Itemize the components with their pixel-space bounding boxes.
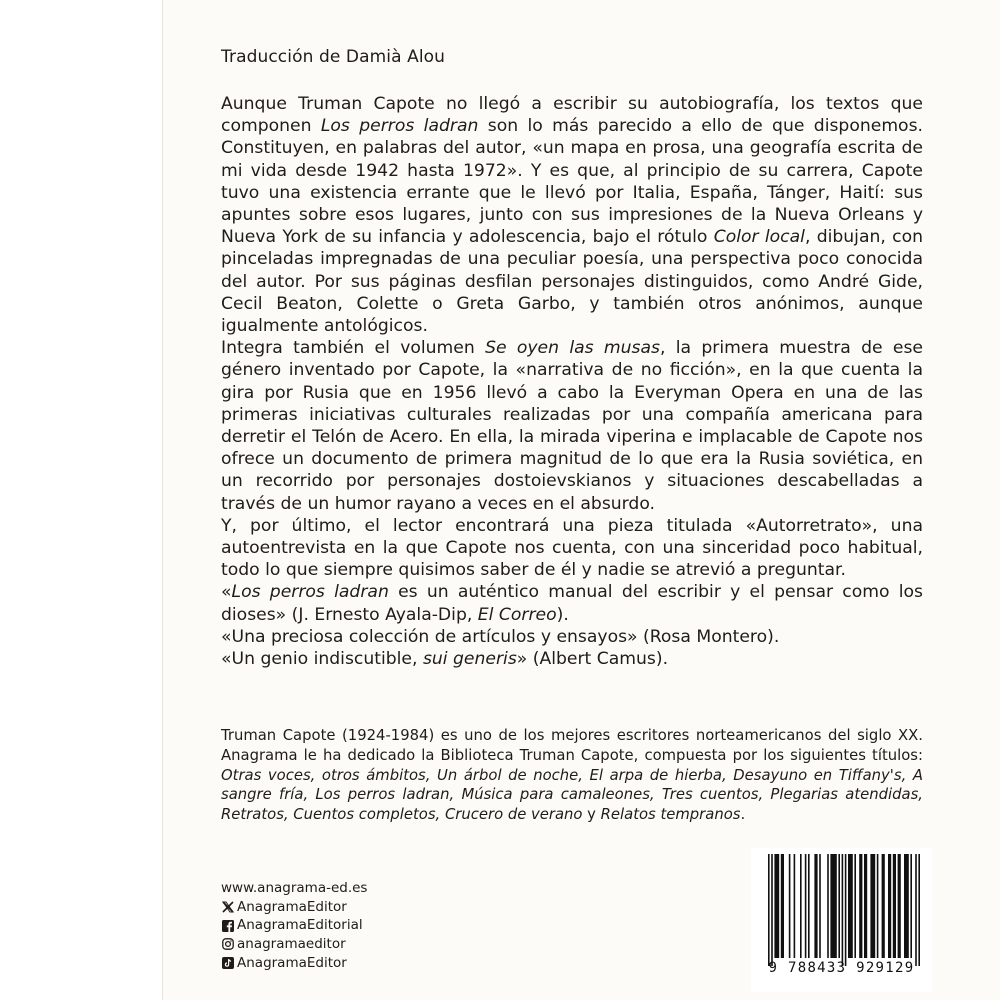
review-quote (221, 581, 923, 625)
barcode-bar (805, 854, 807, 958)
synopsis-paragraph (221, 93, 923, 337)
barcode-bar (898, 854, 901, 958)
italic-title: El Correo (477, 604, 557, 625)
publisher-contacts (221, 879, 367, 973)
barcode-bar (830, 854, 836, 958)
italic-title: Color local (713, 227, 805, 248)
synopsis-paragraph (221, 337, 923, 515)
barcode-bar (893, 854, 896, 958)
facebook-icon (221, 919, 234, 932)
barcode-bar (781, 854, 784, 958)
instagram-handle[interactable]: anagramaeditor (237, 936, 346, 953)
text-run: son lo más parecido a ello de que disponemos. Constituyen, en palabras del autor, «un mapa en prosa, una geografía escrita de mi vida desde 1942 hasta 1972». Y es que, al principio de su carrera, Capote tuvo una existencia errante que le llevó por Italia, España, Tánger, Haití: sus apuntes sobre esos lugares, junto con sus impresiones de la Nueva Orleans y Nueva York de su infancia y adolescencia, bajo el rótulo (221, 116, 923, 248)
barcode-bar (827, 854, 829, 958)
author-bio-text (221, 726, 923, 825)
barcode-bar (794, 854, 796, 958)
text-run: « (221, 582, 232, 603)
facebook-handle[interactable]: AnagramaEditorial (237, 917, 363, 934)
barcode-bar (774, 854, 779, 958)
text-run: «Un genio indiscutible, (221, 649, 423, 670)
barcode-bar (854, 854, 856, 958)
website-link[interactable]: www.anagrama-ed.es (221, 880, 368, 896)
barcode-guard-bar (915, 854, 917, 966)
barcode-bar (870, 854, 875, 958)
barcode-guard-bar (918, 854, 920, 966)
barcode-bar (904, 854, 909, 958)
text-run: » (Albert Camus). (516, 649, 669, 670)
tiktok-row[interactable] (221, 954, 367, 973)
text-run: «Una preciosa colección de artículos y ensayos» (Rosa Montero). (221, 626, 780, 647)
text-run: Y, por último, el lector encontrará una pieza titulada «Autorretrato», una autoentrevista en la que Capote nos cuenta, con una sinceridad poco habitual, todo lo que siempre quisimos saber de él y nadie se atrevió a preguntar. (221, 515, 923, 581)
x-logo-icon (221, 901, 234, 914)
barcode-bar (789, 854, 791, 958)
text-run: y (582, 806, 601, 824)
back-cover (162, 0, 1000, 1000)
facebook-row[interactable] (221, 916, 367, 935)
italic-title: sui generis (422, 649, 517, 670)
text-run: ). (556, 604, 569, 625)
barcode-bar (888, 854, 891, 958)
barcode-guard-bar (768, 854, 770, 966)
author-bio (221, 726, 923, 825)
instagram-icon (221, 938, 234, 951)
isbn-number: 9 788433 929129 (768, 960, 915, 976)
review-quote (221, 626, 923, 648)
barcode-bar (808, 854, 810, 958)
barcode-guard-bar (771, 854, 773, 966)
text-run: es un auténtico manual del escribir y el pensar como los dioses» (J. Ernesto Ayala-Dip, (221, 582, 923, 625)
barcode-bar (859, 854, 862, 958)
website-row[interactable] (221, 879, 367, 898)
barcode-bar (910, 854, 912, 958)
barcode-bar (848, 854, 853, 958)
x-handle[interactable]: AnagramaEditor (237, 898, 347, 915)
tiktok-icon (221, 957, 234, 970)
barcode-guard-bar (842, 854, 844, 966)
barcode-bar (838, 854, 840, 958)
italic-title: Los perros ladran (231, 582, 389, 603)
italic-title: Se oyen las musas (485, 338, 660, 359)
text-run: , dibujan, con pinceladas impregnadas de una peculiar poesía, una perspectiva poco conocida del autor. Por sus páginas desfilan personajes distinguidos, como André Gide, Cecil Beaton, Colette o Greta Garbo, y también otros anónimos, aunque igualmente antológicos. (221, 227, 923, 337)
barcode-bar (819, 854, 821, 958)
synopsis-paragraph (221, 515, 923, 582)
italic-title: Relatos tempranos (600, 806, 741, 824)
italic-title: Otras voces, otros ámbitos, Un árbol de noche, El arpa de hierba, Desayuno en Tiffany's, A sangre fría, Los perros ladran, Música para camaleones, Tres cuentos, Plegarias atendidas, Retratos, Cuentos completos, Crucero de verano (221, 766, 923, 824)
barcode-bar (814, 854, 817, 958)
barcode-bar (882, 854, 885, 958)
review-quote (221, 648, 923, 670)
text-run: , la primera muestra de ese género inventado por Capote, la «narrativa de no ficción», en la que cuenta la gira por Rusia que en 1956 llevó a cabo la Everyman Opera en una de las primeras iniciativas culturales realizadas por una compañía americana para derretir el Telón de Acero. En ella, la mirada viperina e implacable de Capote nos ofrece un documento de primera magnitud de lo que era la Rusia soviética, en un recorrido por personajes dostoievskianos y situaciones descabelladas a través de un humor rayano a veces en el absurdo. (221, 338, 923, 514)
text-run: Aunque Truman Capote no llegó a escribir su autobiografía, los textos que componen (221, 94, 923, 137)
text-run: . (740, 806, 746, 824)
instagram-row[interactable] (221, 935, 367, 954)
barcode-bar (877, 854, 879, 958)
barcode-guard-bar (845, 854, 847, 966)
text-run: Truman Capote (1924-1984) es uno de los mejores escritores norteamericanos del siglo XX. Anagrama le ha dedicado la Biblioteca Truman Capote, compuesta por los siguientes títulos: (221, 727, 923, 764)
italic-title: Los perros ladran (320, 116, 479, 137)
text-run: Integra también el volumen (221, 338, 486, 359)
barcode-bar (800, 854, 802, 958)
tiktok-handle[interactable]: AnagramaEditor (237, 954, 347, 971)
synopsis (221, 93, 923, 670)
translator-credit: Traducción de Damià Alou (221, 47, 446, 67)
isbn-barcode (751, 848, 932, 992)
x-row[interactable] (221, 898, 367, 917)
barcode-bar (864, 854, 867, 958)
